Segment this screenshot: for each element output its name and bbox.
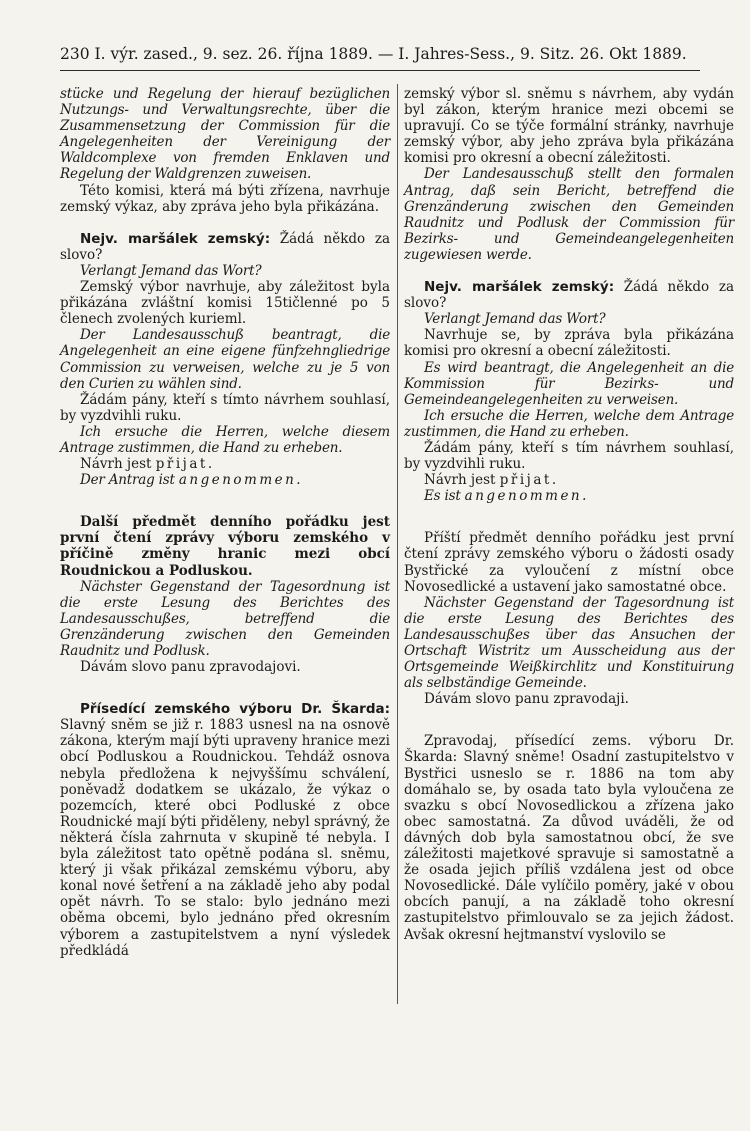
right-paragraph-2: Der Landesausschuß stellt den formalen Antrag, daß sein Bericht, betreffend die Grenzänderung zwischen den Gemeinden Raudnitz und Podlusk der Commission für Bezirks- und Gemeindeangelegenheiten zugewiesen werde. (404, 166, 734, 263)
left-paragraph-1: stücke und Regelung der hierauf bezüglichen Nutzungs- und Verwaltungsrechte, über die Zusammensetzung der Commission für die Angelegenheiten der Vereinigung der Waldcomplexe von fremden Enklaven und Regelung der Waldgrenzen zuweisen. (60, 86, 390, 183)
left-paragraph-12: Nächster Gegenstand der Tagesordnung ist die erste Lesung des Berichtes des Landesausschußes, betreffend die Grenzänderung zwischen den Gemeinden Raudnitz und Podlusk. (60, 578, 390, 659)
right-paragraph-6: Es wird beantragt, die Angelegenheit an die Kommission für Bezirks- und Gemeindeangelegenheiten zu verweisen. (404, 359, 734, 408)
right-column (404, 86, 734, 943)
left-paragraph-11: Další předmět denního pořádku jest první čtení zprávy výboru zemského v příčině změny hranic mezi obcí Roudnickou a Podluskou. (60, 514, 390, 579)
left-paragraph-7: Žádám pány, kteří s tímto návrhem souhlasí, by vyzdvihli ruku. (60, 391, 390, 424)
left-column (60, 86, 390, 959)
left-paragraph-14: Přísedící zemského výboru Dr. Škarda: Slavný sněm se již r. 1883 usnesl na na osnově zákona, kterým mají býti upraveny hranice mezi obcí Podluskou a Roudnickou. Tehdáž osnova nebyla předložena k nejvyššímu schválení, poněvadž dodatkem se ukázalo, že výkaz o pozemcích, které obci Podluské z obce Roudnické mají býti přiděleny, nebyl správný, že některá čísla zahrnuta v skupině té nebyla. I byla záležitost tato opětně podána sl. sněmu, který ji však přikázal zemskému výboru, aby konal nové šetření a na základě jeho aby podal opět návrh. To se stalo: bylo jednáno mezi oběma obcemi, bylo jednáno před okresním výborem a zastupitelstvem a nyní výsledek předkládá (60, 701, 390, 959)
left-paragraph-9: Návrh jest přijat. (80, 456, 215, 473)
right-paragraph-13: Dávám slovo panu zpravodaji. (424, 691, 629, 708)
right-paragraph-7: Ich ersuche die Herren, welche dem Antrage zustimmen, die Hand zu erheben. (404, 407, 734, 440)
left-paragraph-2: Této komisi, která má býti zřízena, navrhuje zemský výkaz, aby zpráva jeho byla přikázána. (60, 182, 390, 215)
left-paragraph-13: Dávám slovo panu zpravodajovi. (80, 659, 301, 676)
right-paragraph-14: Zpravodaj, přísedící zems. výboru Dr. Škarda: Slavný sněme! Osadní zastupitelstvo v Bystřici usneslo se r. 1886 na tom aby domáhalo se, by osada tato byla vyloučena ze svazku s obcí Novosedlickou a zřízena jako obec samostatná. Za důvod uváděli, že od dávných dob byla samostatnou obcí, že sve záležitosti majetkové spravuje si samostatně a že osada jejich příliš vzdálena jest od obce Novosedlické. Dále vylíčilo poměry, jaké v obou obcích panují, a na základě toho okresní zastupitelstvo přimlouvalo se za jejich žádost. Avšak okresní hejtmanství vyslovilo se (404, 733, 734, 943)
page-header: 230 I. výr. zased., 9. sez. 26. října 1889. — I. Jahres-Sess., 9. Sitz. 26. Okt 1889. (60, 45, 687, 63)
left-paragraph-6: Der Landesausschuß beantragt, die Angelegenheit an eine eigene fünfzehngliedrige Commission zu verweisen, welche zu je 5 von den Curien zu wählen sind. (60, 327, 390, 392)
left-paragraph-3: Nejv. maršálek zemský: Žádá někdo za slovo? (60, 230, 390, 263)
right-paragraph-9: Návrh jest přijat. (424, 472, 559, 489)
left-paragraph-4: Verlangt Jemand das Wort? (80, 262, 262, 279)
right-paragraph-11: Příští předmět denního pořádku jest první čtení zprávy zemského výboru o žádosti osady Bystřické za vyloučení z místní obce Novosedlické a ustavení jako samostatné obce. (404, 530, 734, 595)
right-paragraph-4: Verlangt Jemand das Wort? (424, 311, 606, 328)
right-paragraph-12: Nächster Gegenstand der Tagesordnung ist die erste Lesung des Berichtes des Landesausschußes über das Ansuchen der Ortschaft Wistritz um Ausscheidung aus der Ortsgemeinde Weißkirchlitz und Konstituirung als selbständige Gemeinde. (404, 594, 734, 692)
right-paragraph-1: zemský výbor sl. sněmu s návrhem, aby vydán byl zákon, kterým hranice mezi obcemi se upravují. Co se týče formální stránky, navrhuje zemský výbor, aby jeho zpráva byla přikázána komisi pro okresní a obecní záležitosti. (404, 86, 734, 167)
right-paragraph-10: Es ist angenommen. (424, 488, 589, 505)
right-paragraph-5: Navrhuje se, by zpráva byla přikázána komisi pro okresní a obecní záležitosti. (404, 327, 734, 360)
speaker-heading: Nejv. maršálek zemský: (424, 279, 615, 296)
speaker-heading: Přísedící zemského výboru Dr. Škarda: (80, 701, 390, 718)
header-rule (60, 70, 700, 71)
right-paragraph-8: Žádám pány, kteří s tím návrhem souhlasí, by vyzdvihli ruku. (404, 439, 734, 473)
column-divider (397, 84, 398, 1004)
speaker-heading: Nejv. maršálek zemský: (80, 230, 271, 247)
left-paragraph-5: Zemský výbor navrhuje, aby záležitost byla přikázána zvláštní komisi 15tičlenné po 5 členech zvolených kurieml. (60, 279, 390, 328)
right-paragraph-3: Nejv. maršálek zemský: Žádá někdo za slovo? (404, 279, 734, 312)
left-paragraph-10: Der Antrag ist angenommen. (80, 472, 304, 489)
left-paragraph-8: Ich ersuche die Herren, welche diesem Antrage zustimmen, die Hand zu erheben. (60, 423, 390, 456)
